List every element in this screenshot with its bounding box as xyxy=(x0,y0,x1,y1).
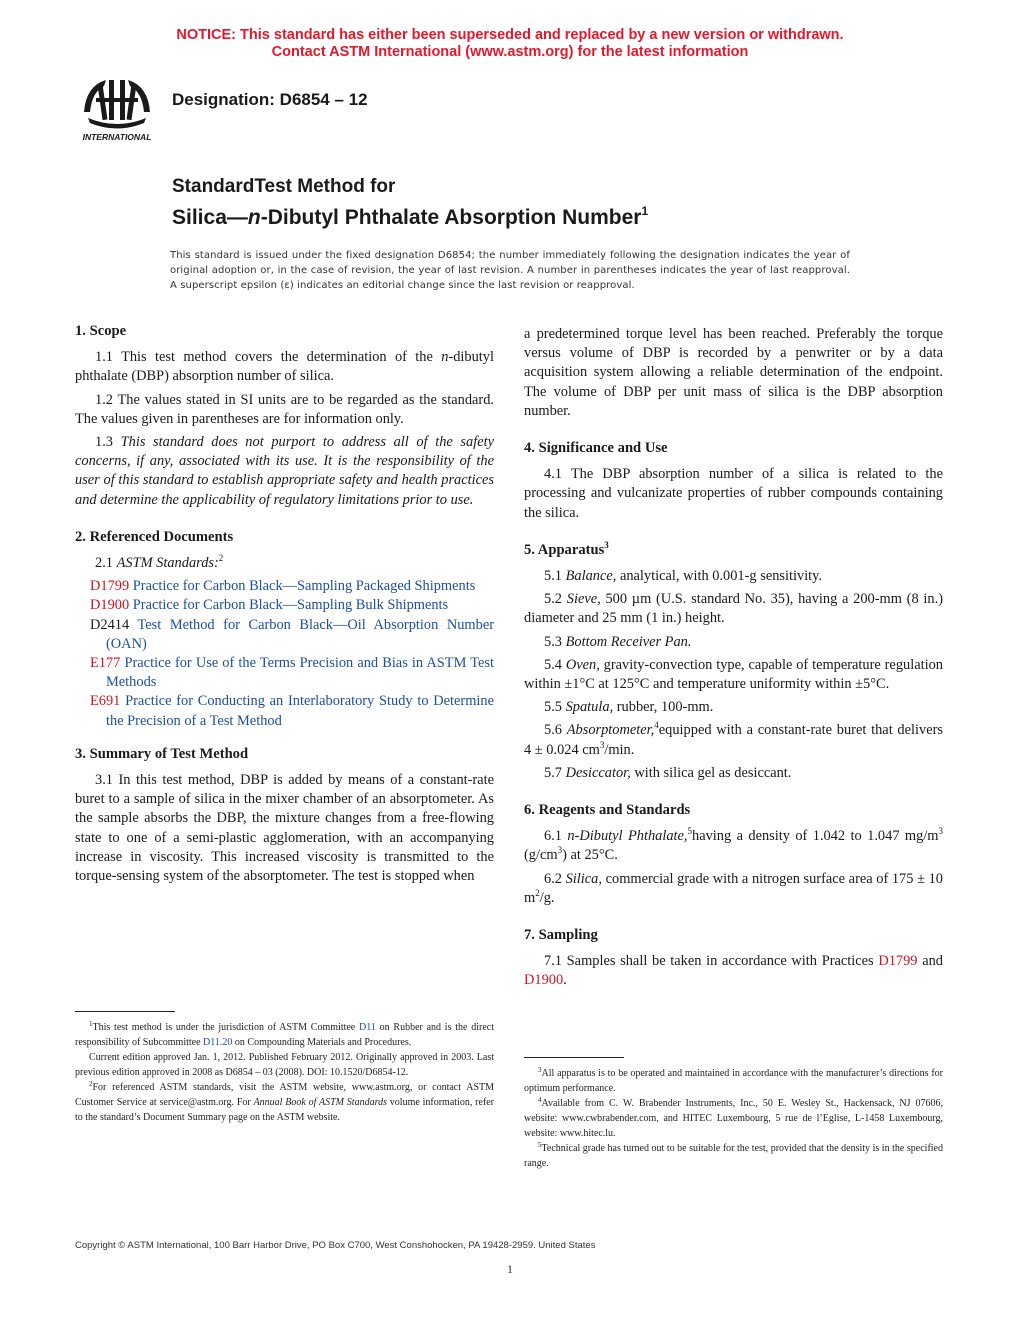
paragraph-5-6: 5.6 Absorptometer,$^4$equipped with a constant-rate buret that delivers 4 ± 0.024 $cm^3/\min$. xyxy=(524,720,943,758)
page-number: 1 xyxy=(507,1262,513,1276)
footnote-1: $^1$This test method is under the jurisdiction of ASTM Committee D11 on Rubber and is the direct responsibility of Subcommittee D11.20 on Compounding Materials and Procedures. xyxy=(75,1020,494,1048)
reference-d1900[interactable]: D1900 Practice for Carbon Black—Sampling Bulk Shipments xyxy=(90,597,449,614)
section-heading-scope: 1. Scope xyxy=(75,323,127,339)
section-heading-reagents: 6. Reagents and Standards xyxy=(524,802,691,819)
title-line-2: Silica—n-Dibutyl Phthalate Absorption Number$^1$ xyxy=(172,204,649,229)
paragraph-5-7: 5.7 Desiccator, with silica gel as desiccant. xyxy=(544,764,792,781)
footnote-divider-left xyxy=(75,1011,175,1012)
footnote-1-edition: Current edition approved Jan. 1, 2012. Published February 2012. Originally approved in 2003. Last previous edition approved in 2008 as D6854 – 03 (2008). DOI: 10.1520/D6854-12. xyxy=(75,1052,494,1078)
paragraph-1-1: 1.1 This test method covers the determination of the n-dibutyl phthalate (DBP) absorption number of silica. xyxy=(75,349,494,385)
designation: Designation: D6854 – 12 xyxy=(172,90,368,109)
footnote-3: $^3$All apparatus is to be operated and maintained in accordance with the manufacturer’s directions for optimum performance. xyxy=(524,1066,943,1094)
sampling-ref-d1799[interactable]: D1799 xyxy=(878,953,918,970)
section-heading-summary: 3. Summary of Test Method xyxy=(75,745,249,762)
reference-e691[interactable]: E691 Practice for Conducting an Interlaboratory Study to Determine the Precision of a Test Method xyxy=(90,693,494,729)
reference-d2414[interactable]: D2414 Test Method for Carbon Black—Oil Absorption Number (OAN) xyxy=(90,616,495,652)
sampling-ref-d1900[interactable]: D1900 xyxy=(524,972,564,989)
copyright-notice: Copyright © ASTM International, 100 Barr Harbor Drive, PO Box C700, West Conshohocken, PA 19428-2959. United States xyxy=(75,1240,596,1251)
paragraph-1-3: 1.3 This standard does not purport to address all of the safety concerns, if any, associated with its use. It is the responsibility of the user of this standard to establish appropriate safety and health practices and determine the applicability of regulatory limitations prior to use. xyxy=(75,434,494,508)
title-line-1: StandardTest Method for xyxy=(172,176,396,197)
footnote-2: $^2$For referenced ASTM standards, visit the ASTM website, www.astm.org, or contact ASTM Customer Service at service@astm.org. For Annual Book of ASTM Standards volume information, refer to the standard’s Document Summary page on the ASTM website. xyxy=(75,1080,494,1123)
footnotes-right xyxy=(524,1066,943,1171)
paragraph-4-1: 4.1 The DBP absorption number of a silica is related to the processing and vulcanizate properties of rubber compounds containing the silica. xyxy=(524,466,943,521)
section-heading-apparatus: 5. Apparatus$^3$ xyxy=(524,539,609,558)
right-column xyxy=(524,325,943,995)
notice-line-2: Contact ASTM International (www.astm.org) for the latest information xyxy=(271,44,749,60)
paragraph-7-1: 7.1 Samples shall be taken in accordance with Practices D1799 and D1900. xyxy=(524,953,943,989)
footnote-divider-right xyxy=(524,1057,624,1058)
withdrawal-notice xyxy=(0,27,1020,61)
section-heading-sampling: 7. Sampling xyxy=(524,927,598,944)
footnotes-left xyxy=(75,1020,494,1125)
paragraph-6-1: 6.1 n-Dibutyl Phthalate,$^5$having a density of 1.042 to 1.047 $mg/m^3$ $(g/cm^3)$ at 25°C. xyxy=(524,826,943,864)
logo-text: INTERNATIONAL xyxy=(82,132,152,142)
paragraph-5-5: 5.5 Spatula, rubber, 100-mm. xyxy=(544,699,714,716)
section-heading-significance: 4. Significance and Use xyxy=(524,440,668,457)
reference-d1799[interactable]: D1799 Practice for Carbon Black—Sampling Packaged Shipments xyxy=(90,578,476,595)
paragraph-1-2: 1.2 The values stated in SI units are to be regarded as the standard. The values given in parentheses are for information only. xyxy=(75,391,494,427)
paragraph-5-3: 5.3 Bottom Receiver Pan. xyxy=(544,633,692,650)
paragraph-2-1: 2.1 ASTM Standards:$^2$ xyxy=(95,553,224,572)
paragraph-5-1: 5.1 Balance, analytical, with 0.001-g sensitivity. xyxy=(544,568,823,585)
paragraph-3-1: 3.1 In this test method, DBP is added by means of a constant-rate buret to a sample of silica in the mixer chamber of an absorptometer. As the sample absorbs the DBP, the mixture changes from a free-flowing state to one of a semi-plastic agglomeration, with an accompanying increase in viscosity. This increased viscosity is transmitted to the torque-sensing system of the absorptometer. The test is stopped when xyxy=(75,772,494,885)
astm-logo-icon xyxy=(76,72,158,144)
reference-e177[interactable]: E177 Practice for Use of the Terms Precision and Bias in ASTM Test Methods xyxy=(90,655,494,691)
document-title xyxy=(172,176,648,231)
footnote-5: $^5$Technical grade has turned out to be suitable for the test, provided that the density is in the specified range. xyxy=(524,1141,943,1169)
notice-line-1: NOTICE: This standard has either been superseded and replaced by a new version or withdrawn. xyxy=(176,27,844,43)
issuance-statement: This standard is issued under the fixed designation D6854; the number immediately following the designation indicates the year of original adoption or, in the case of revision, the year of last revision. A number in parentheses indicates the year of last reapproval. A superscript epsilon (ε) indicates an editorial change since the last revision or reapproval. xyxy=(170,250,850,291)
section-heading-referenced-documents: 2. Referenced Documents xyxy=(75,528,234,545)
paragraph-3-1-continued: a predetermined torque level has been reached. Preferably the torque versus volume of DBP is recorded by a penwriter or by a data acquisition system allowing a reliable determination of the endpoint. The volume of DBP per unit mass of silica is the DBP absorption number. xyxy=(524,326,943,419)
left-column xyxy=(75,322,494,890)
footnote-4: $^4$Available from C. W. Brabender Instruments, Inc., 50 E. Wesley St., Hackensack, NJ 07606, website: www.cwbrabender.com, and HITEC Luxembourg, 5 rue de l’Eglise, L-1458 Luxembourg, website: www.hitec.lu. xyxy=(524,1096,943,1139)
paragraph-5-2: 5.2 Sieve, 500 µm (U.S. standard No. 35), having a 200-mm (8 in.) diameter and 25 mm (1 in.) height. xyxy=(524,591,943,627)
paragraph-5-4: 5.4 Oven, gravity-convection type, capable of temperature regulation within ±1°C at 125°C and temperature uniformity within ±5°C. xyxy=(524,656,943,693)
paragraph-6-2: 6.2 Silica, commercial grade with a nitrogen surface area of 175 ± 10 $m^2/g$. xyxy=(524,870,943,906)
